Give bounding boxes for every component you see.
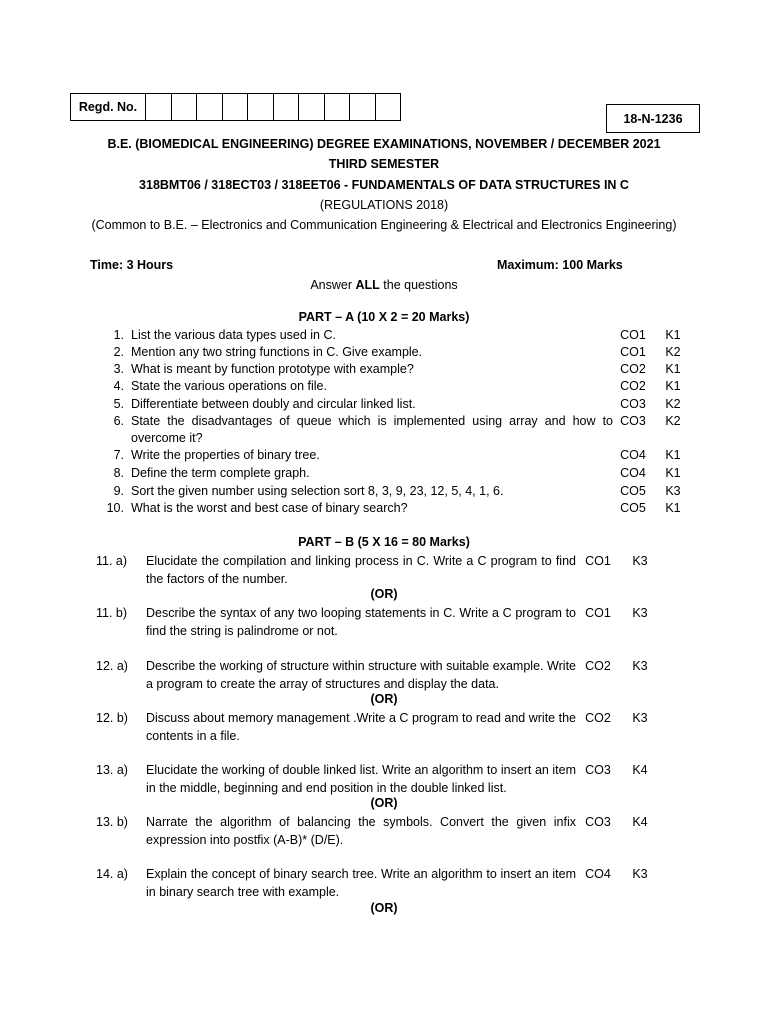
list-item: 13. b) Narrate the algorithm of balancing the symbols. Convert the given infix expression into postfix (A-B)* (D/E). CO3 K4 xyxy=(96,815,648,847)
regulations: (REGULATIONS 2018) xyxy=(319,198,449,212)
list-item: 12. b) Discuss about memory management .Write a C program to read and write the contents in a file. CO2 K3 xyxy=(96,711,648,743)
or-label: (OR) xyxy=(370,796,398,810)
regno-cell[interactable] xyxy=(325,94,351,120)
part-a-title: PART – A (10 X 2 = 20 Marks) xyxy=(298,310,470,324)
regno-cell[interactable] xyxy=(146,94,172,120)
list-item: 13. a) Elucidate the working of double linked list. Write an algorithm to insert an item in the middle, beginning and end position in the double linked list. CO3 K4 xyxy=(96,763,648,795)
list-item: 2. Mention any two string functions in C. Give example. CO1 K2 xyxy=(113,345,681,359)
list-item: 11. a) Elucidate the compilation and linking process in C. Write a C program to find the factors of the number. CO1 K3 xyxy=(96,554,648,586)
or-label: (OR) xyxy=(370,901,398,915)
regno-cell[interactable] xyxy=(299,94,325,120)
list-item: 1. List the various data types used in C. CO1 K1 xyxy=(113,328,681,342)
list-item: 12. a) Describe the working of structure within structure with suitable example. Write a program to create the array of structures and display the data. CO2 K3 xyxy=(96,659,648,691)
instruction: Answer ALL the questions xyxy=(310,278,458,292)
regno-cell[interactable] xyxy=(197,94,223,120)
exam-title: B.E. (BIOMEDICAL ENGINEERING) DEGREE EXAMINATIONS, NOVEMBER / DECEMBER 2021 xyxy=(107,137,661,151)
paper-code: 18-N-1236 xyxy=(606,104,700,133)
time-label: Time: 3 Hours xyxy=(90,258,174,272)
or-label: (OR) xyxy=(370,587,398,601)
regno-box xyxy=(70,93,401,121)
list-item: 3. What is meant by function prototype with example? CO2 K1 xyxy=(113,362,681,376)
regno-cell[interactable] xyxy=(172,94,198,120)
regno-cell[interactable] xyxy=(274,94,300,120)
regno-cell[interactable] xyxy=(350,94,376,120)
list-item: 11. b) Describe the syntax of any two looping statements in C. Write a C program to find the string is palindrome or not. CO1 K3 xyxy=(96,606,648,638)
regno-cell[interactable] xyxy=(223,94,249,120)
list-item: 8. Define the term complete graph. CO4 K1 xyxy=(113,466,681,480)
list-item: 7. Write the properties of binary tree. CO4 K1 xyxy=(113,448,681,462)
part-b-title: PART – B (5 X 16 = 80 Marks) xyxy=(298,535,470,549)
common-to: (Common to B.E. – Electronics and Communication Engineering & Electrical and Electronics Engineering) xyxy=(91,218,677,232)
list-item: 10. What is the worst and best case of binary search? CO5 K1 xyxy=(106,501,681,515)
regno-cell[interactable] xyxy=(248,94,274,120)
list-item: 9. Sort the given number using selection sort 8, 3, 9, 23, 12, 5, 4, 1, 6. CO5 K3 xyxy=(113,484,681,498)
course-title: 318BMT06 / 318ECT03 / 318EET06 - FUNDAMENTALS OF DATA STRUCTURES IN C xyxy=(139,178,629,192)
list-item: 5. Differentiate between doubly and circular linked list. CO3 K2 xyxy=(113,397,681,411)
semester: THIRD SEMESTER xyxy=(328,157,440,171)
list-item: 6. State the disadvantages of queue which is implemented using array and how to overcome it? CO3 K2 xyxy=(113,414,681,445)
max-marks-label: Maximum: 100 Marks xyxy=(497,258,623,272)
regno-label: Regd. No. xyxy=(71,94,146,120)
list-item: 4. State the various operations on file. CO2 K1 xyxy=(113,379,681,393)
list-item: 14. a) Explain the concept of binary search tree. Write an algorithm to insert an item in binary search tree with example. CO4 K3 xyxy=(96,867,648,899)
regno-cell[interactable] xyxy=(376,94,401,120)
or-label: (OR) xyxy=(370,692,398,706)
